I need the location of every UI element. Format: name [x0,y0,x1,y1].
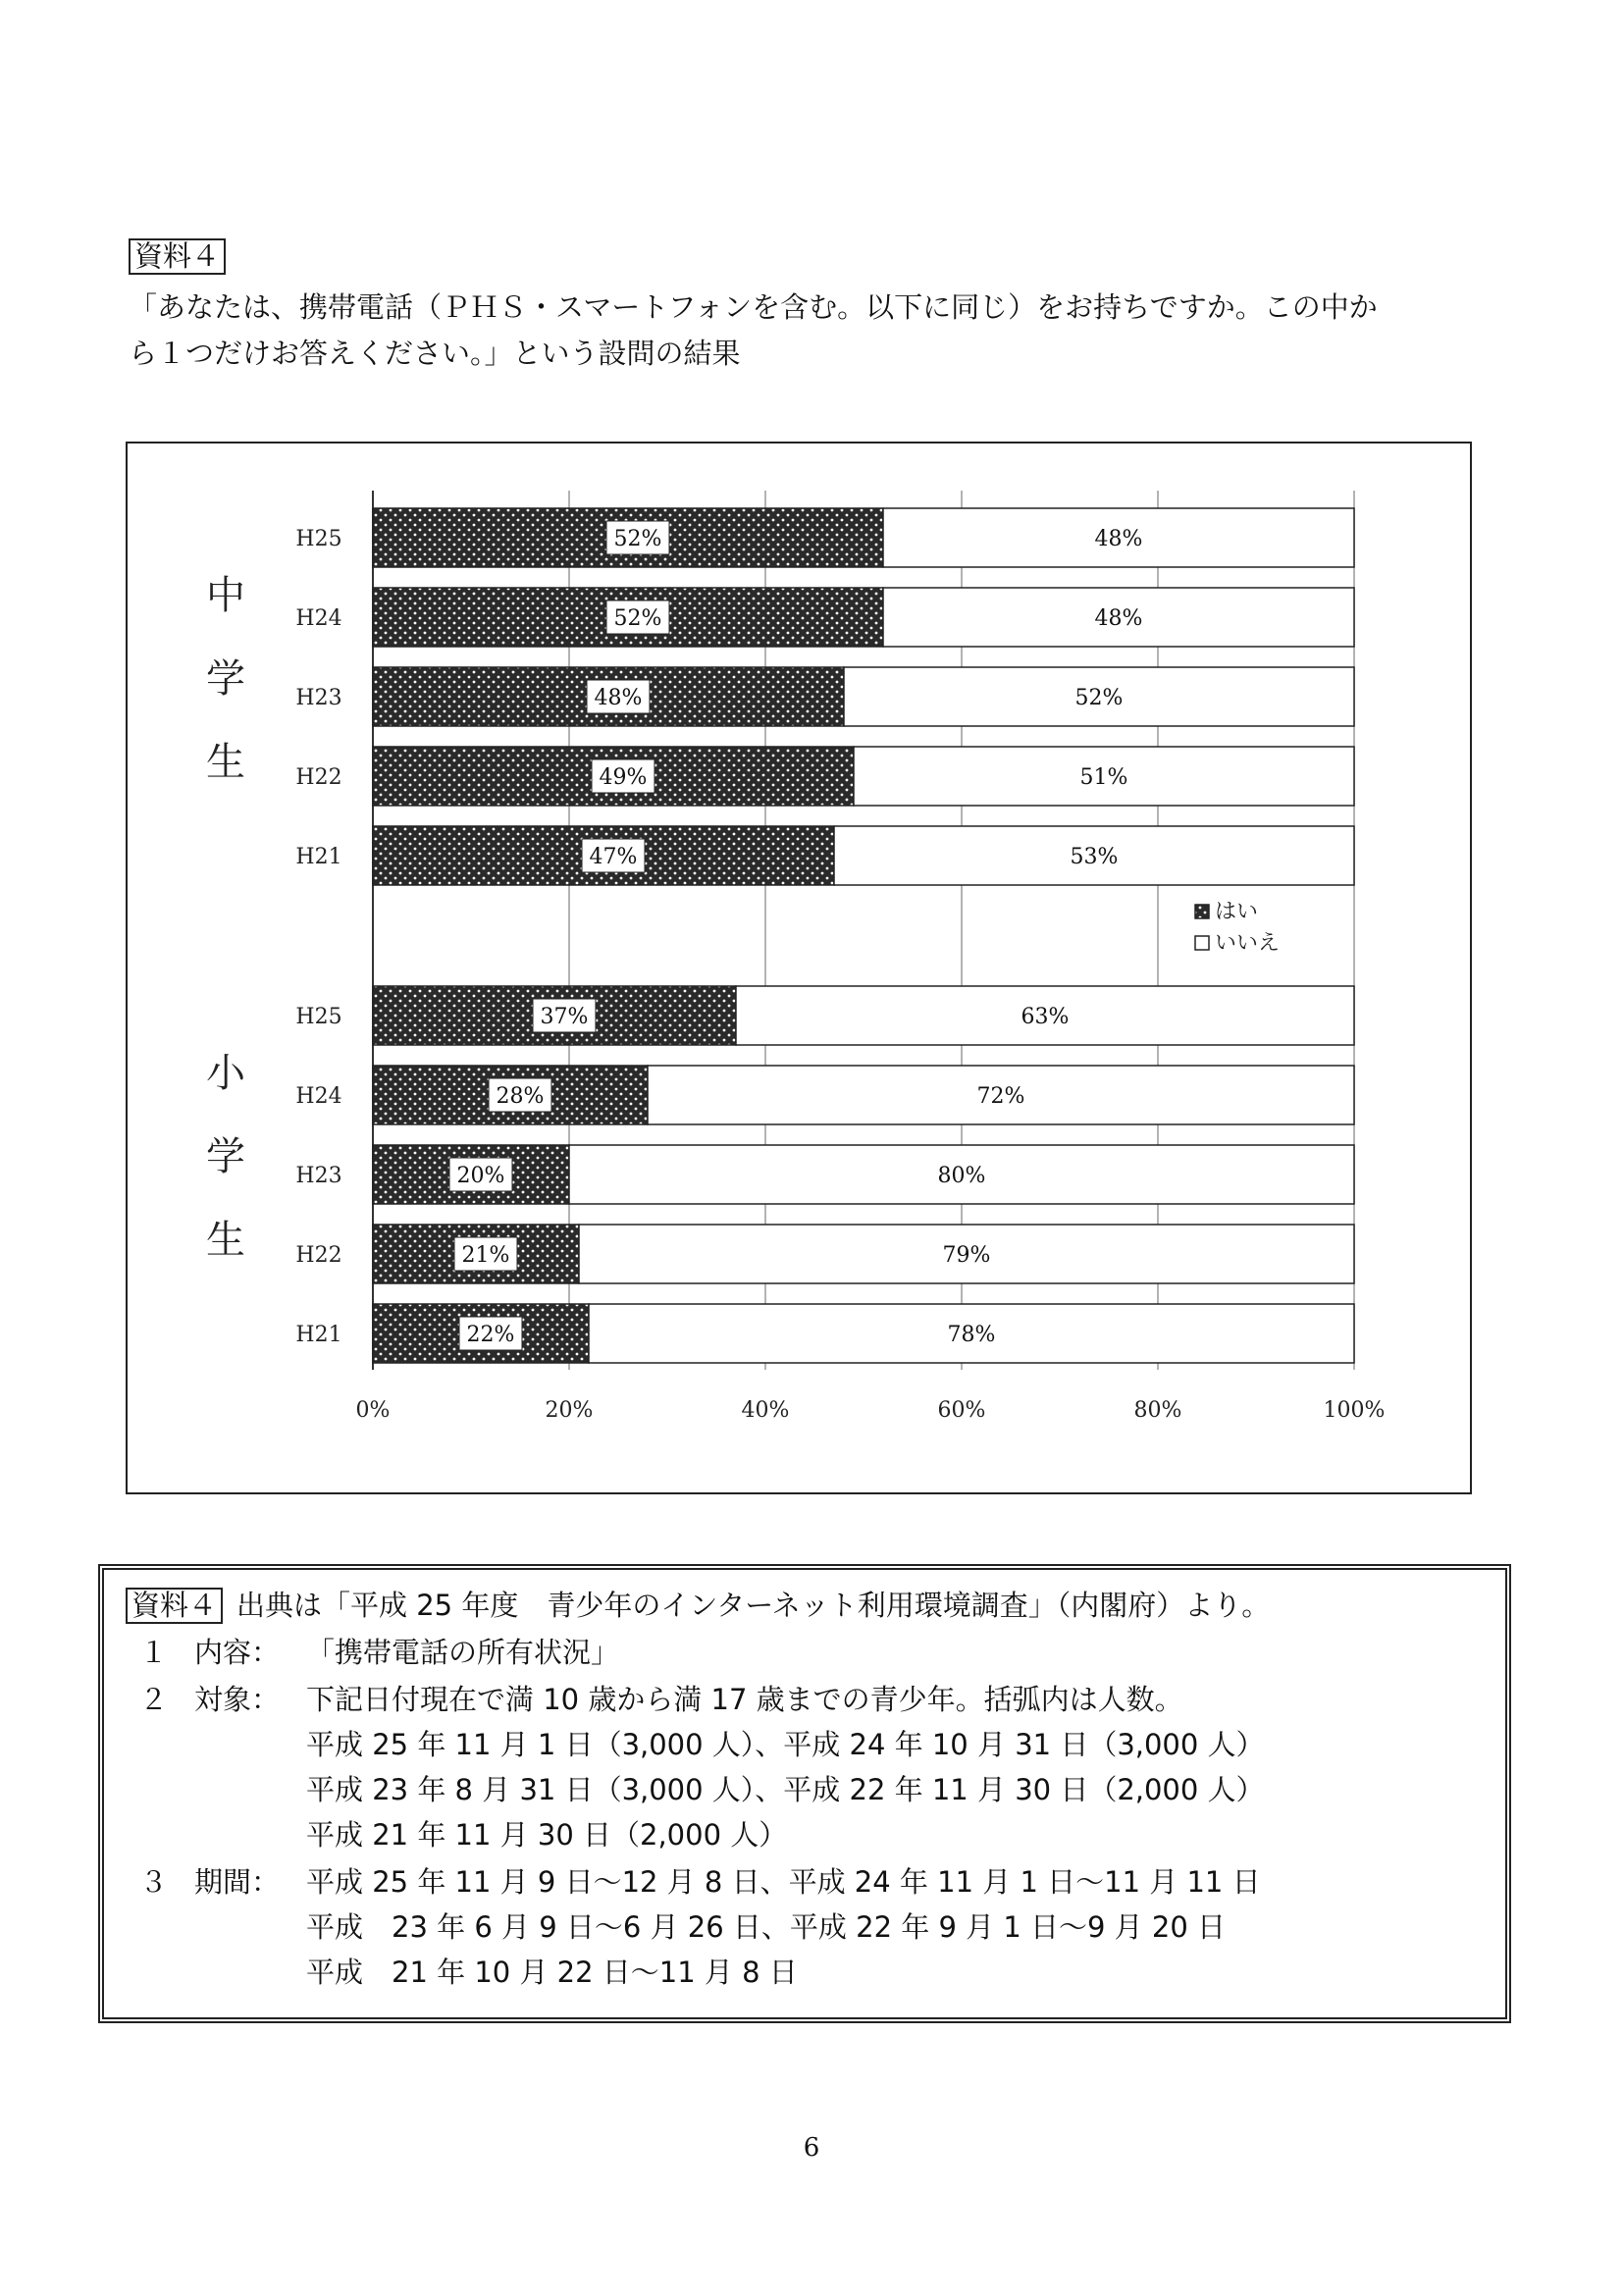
legend-swatch [1195,936,1209,950]
note-line: 平成 21 年 10 月 22 日～11 月 8 日 [306,1956,798,1989]
data-label-yes: 20% [456,1164,505,1188]
category-label: H23 [295,1164,342,1188]
note-item-period [139,1860,1261,1901]
data-label-yes: 22% [466,1323,515,1347]
note-item-target [139,1678,1183,1718]
source-notes [98,1564,1511,2023]
category-label: H22 [295,765,342,790]
data-label-yes: 49% [599,765,648,790]
chart-frame [126,442,1472,1494]
data-label-yes: 21% [461,1243,510,1268]
data-label-yes: 52% [613,527,662,551]
data-label-no: 80% [937,1164,986,1188]
data-label-yes: 37% [540,1005,589,1029]
note-line: 平成 25 年 11 月 1 日（3,000 人）、平成 24 年 10 月 31 日（3,000 人） [306,1728,1265,1761]
bar-chart [128,444,1470,1492]
note-key: 内容： [194,1636,281,1669]
source-text: 出典は「平成 25 年度 青少年のインターネット利用環境調査」（内閣府）より。 [236,1589,1271,1622]
note-key: 期間： [194,1865,281,1899]
category-label: H24 [295,1084,342,1109]
category-label: H25 [295,527,342,551]
data-label-no: 53% [1070,845,1119,869]
note-line: 平成 25 年 11 月 9 日～12 月 8 日、平成 24 年 11 月 1 日～11 月 11 日 [306,1865,1261,1899]
x-tick-label: 20% [545,1398,594,1423]
category-label: H23 [295,686,342,710]
data-label-no: 79% [942,1243,991,1268]
note-item-content [139,1631,619,1671]
note-number: １ [139,1636,169,1669]
group-label-char: 学 [206,1134,245,1179]
data-label-yes: 52% [613,606,662,631]
document-label: 資料４ [129,238,226,275]
data-label-yes: 47% [589,845,638,869]
data-label-no: 63% [1021,1005,1070,1029]
note-key: 対象： [194,1683,281,1716]
legend-label: いいえ [1215,931,1281,956]
data-label-no: 48% [1094,527,1143,551]
x-tick-label: 60% [937,1398,986,1423]
note-number: ３ [139,1865,169,1899]
note-line: 平成 23 年 6 月 9 日～6 月 26 日、平成 22 年 9 月 1 日～9 月 20 日 [306,1910,1227,1944]
group-label-char: 学 [206,656,245,702]
group-label-char: 中 [206,573,245,618]
group-label-char: 小 [206,1051,245,1096]
data-label-no: 78% [947,1323,996,1347]
data-label-yes: 48% [594,686,643,710]
data-label-no: 72% [976,1084,1025,1109]
x-tick-label: 80% [1133,1398,1182,1423]
data-label-yes: 28% [496,1084,545,1109]
category-label: H24 [295,606,342,631]
note-line: 「携帯電話の所有状況」 [306,1636,620,1669]
data-label-no: 48% [1094,606,1143,631]
note-line: 平成 21 年 11 月 30 日（2,000 人） [306,1818,788,1852]
category-label: H21 [295,845,342,869]
category-label: H22 [295,1243,342,1268]
data-label-no: 52% [1074,686,1124,710]
group-label-char: 生 [206,740,245,785]
category-label: H25 [295,1005,342,1029]
note-number: ２ [139,1683,169,1716]
page-number: 6 [803,2133,820,2163]
legend-swatch [1195,905,1209,918]
question-text [129,285,1542,377]
source-line [126,1584,1270,1624]
note-line: 平成 23 年 8 月 31 日（3,000 人）、平成 22 年 11 月 30 日（2,000 人） [306,1773,1265,1806]
data-label-no: 51% [1079,765,1128,790]
note-line: 下記日付現在で満 10 歳から満 17 歳までの青少年。括弧内は人数。 [306,1683,1183,1716]
question-text-line-1: 「あなたは、携帯電話（ＰＨＳ・スマートフォンを含む。以下に同じ）をお持ちですか。この中か [129,290,1378,324]
notes-label: 資料４ [126,1588,223,1624]
question-text-line-2: ら１つだけお答えください。」という設問の結果 [129,337,741,370]
category-label: H21 [295,1323,342,1347]
x-tick-label: 40% [741,1398,790,1423]
group-label-char: 生 [206,1218,245,1263]
legend-label: はい [1215,900,1259,924]
x-tick-label: 0% [355,1398,391,1423]
x-tick-label: 100% [1323,1398,1386,1423]
